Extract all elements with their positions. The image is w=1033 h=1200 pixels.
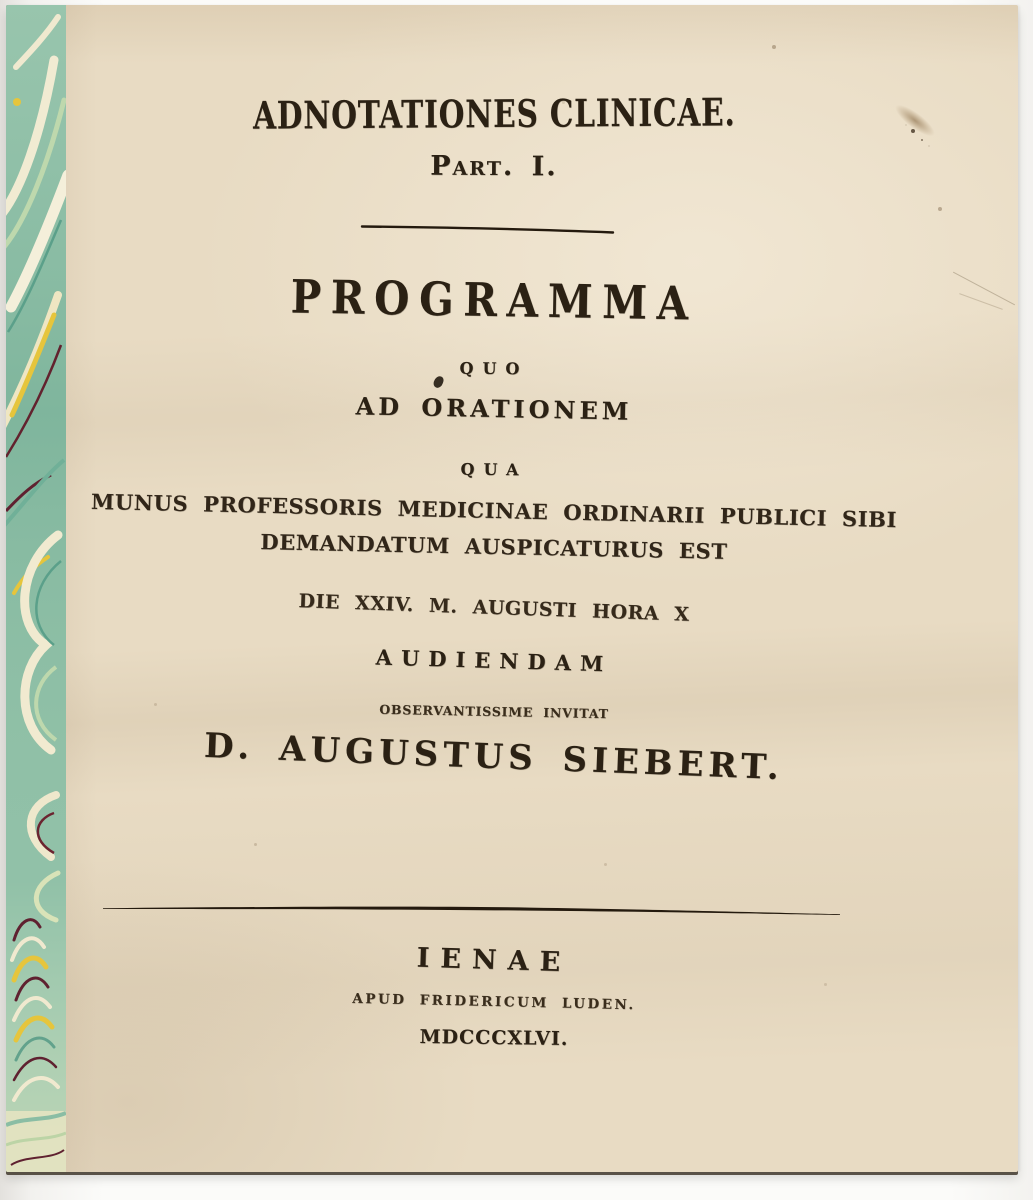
imprint-place-text: IENAE	[416, 942, 572, 979]
author-name-text: D. AUGUSTUS SIEBERT.	[203, 725, 785, 789]
series-title-text: ADNOTATIONES CLINICAE.	[252, 89, 736, 138]
divider-rule-short	[360, 221, 616, 240]
line-ad-orationem	[66, 389, 922, 429]
line-munus-2-text: DEMANDATUM AUSPICATURUS EST	[260, 529, 728, 564]
line-invitat-text: OBSERVANTISSIME INVITAT	[379, 701, 609, 722]
line-date	[66, 584, 922, 633]
part-label-text: Part. I.	[430, 150, 558, 183]
part-label	[66, 151, 922, 182]
line-qua-text: QUA	[460, 459, 528, 480]
imprint-publisher	[66, 986, 922, 1019]
line-munus-2	[66, 527, 922, 566]
line-ad-orationem-text: AD ORATIONEM	[355, 391, 633, 426]
imprint-year	[66, 1023, 922, 1054]
line-qua	[66, 458, 922, 481]
line-munus-1	[66, 488, 922, 533]
line-invitat	[66, 698, 922, 727]
paper-speck	[938, 207, 942, 211]
marbled-binding-strip	[6, 5, 66, 1172]
crease-line	[959, 293, 1003, 310]
imprint-year-text: MDCCCXLVI.	[419, 1025, 569, 1051]
main-title	[66, 270, 923, 331]
imprint-place	[66, 934, 922, 988]
divider-rule-swelled	[100, 903, 844, 923]
series-title	[66, 89, 922, 138]
line-munus-1-text: MUNUS PROFESSORIS MEDICINAE ORDINARII PUBLICI SIBI	[90, 488, 898, 533]
imprint-publisher-text: APUD FRIDERICUM LUDEN.	[352, 990, 636, 1014]
title-page-content	[66, 5, 922, 1172]
author-name	[66, 724, 923, 791]
main-title-text: PROGRAMMA	[290, 269, 698, 331]
line-audiendam-text: AUDIENDAM	[375, 644, 613, 677]
crease-line	[953, 272, 1015, 306]
book-page	[6, 5, 1018, 1172]
line-quo-text: QUO	[459, 358, 529, 379]
marbled-paper-pattern	[6, 5, 66, 1172]
line-date-text: DIE XXIV. M. AUGUSTI HORA X	[298, 590, 690, 626]
line-audiendam	[66, 637, 922, 683]
line-quo	[66, 357, 922, 380]
